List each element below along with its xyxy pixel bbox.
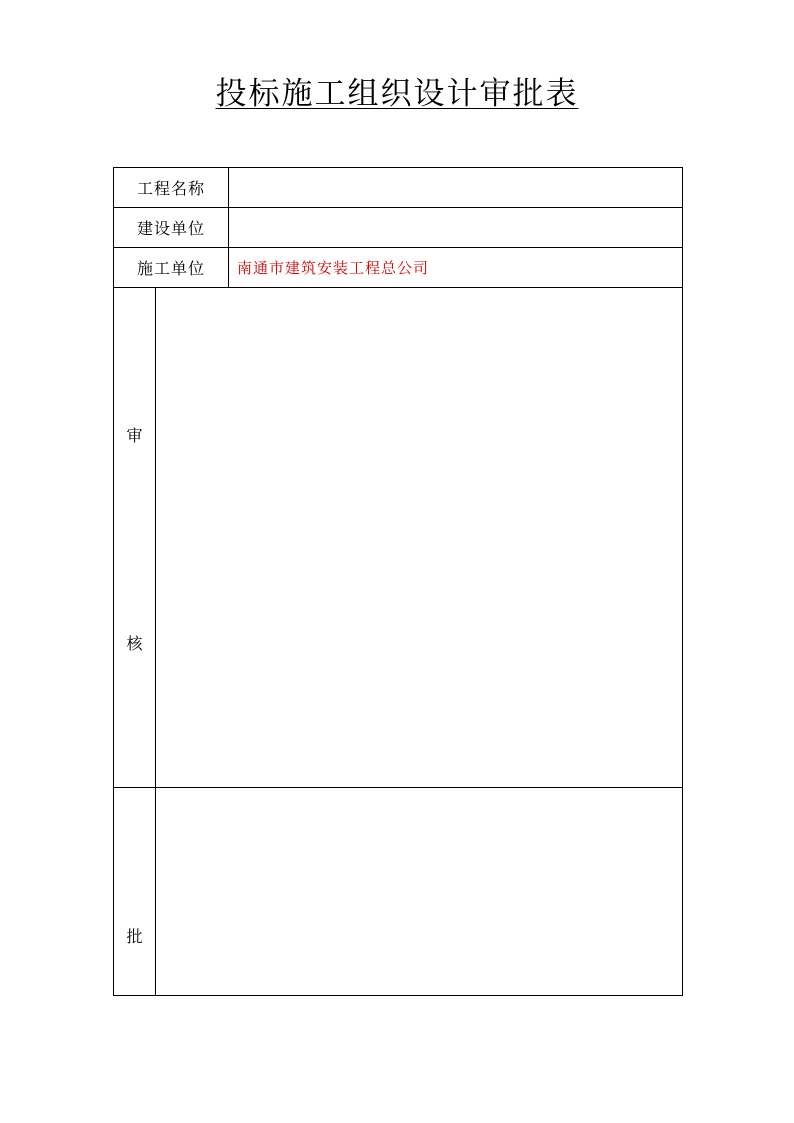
construction-unit-row: [114, 208, 683, 248]
project-name-label: 工程名称: [114, 168, 229, 208]
form-title-text: 投标施工组织设计审批表: [215, 76, 579, 112]
review-content-area[interactable]: [156, 288, 683, 788]
construction-unit-label: 建设单位: [114, 208, 229, 248]
builder-unit-label: 施工单位: [114, 248, 229, 288]
approve-content-area[interactable]: [156, 788, 683, 996]
approve-row: [114, 788, 683, 996]
approval-form-table: [113, 167, 683, 996]
review-row: [114, 288, 683, 788]
construction-unit-field[interactable]: [229, 208, 683, 248]
project-name-field[interactable]: [229, 168, 683, 208]
approve-label-cell: [114, 788, 156, 996]
review-label-cell: [114, 288, 156, 788]
builder-unit-field[interactable]: 南通市建筑安装工程总公司: [229, 248, 683, 288]
builder-unit-row: [114, 248, 683, 288]
form-title: [0, 74, 794, 114]
project-name-row: [114, 168, 683, 208]
review-label-char-1: 审: [126, 426, 143, 445]
approve-label-char-1: 批: [126, 927, 143, 946]
review-label-char-2: 核: [126, 634, 143, 653]
